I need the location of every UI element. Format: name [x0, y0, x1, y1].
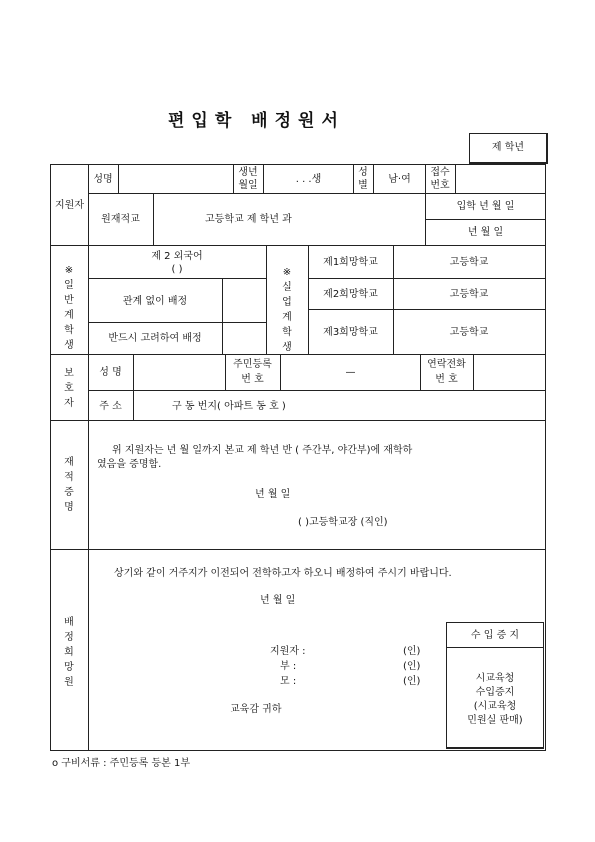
- guardian-phone-label-line2: 번 호: [435, 374, 458, 385]
- required-documents-note: o 구비서류 : 주민등록 등본 1부: [52, 758, 191, 769]
- signer-mother-role: 모 :: [280, 676, 297, 687]
- enrollment-text-line1: 위 지원자는 년 월 일까지 본교 제 학년 반 ( 주간부, 야간부)에 재학하: [112, 445, 413, 456]
- guardian-id-label-line1: 주민등록: [233, 359, 272, 370]
- receipt-label-line2: 번호: [430, 180, 450, 191]
- second-language-field[interactable]: ( ): [171, 264, 183, 275]
- choice2-field[interactable]: 고등학교: [449, 289, 489, 300]
- choice3-field[interactable]: 고등학교: [449, 327, 489, 338]
- original-school-field[interactable]: 고등학교 제 학년 과: [205, 214, 292, 225]
- signer-applicant-role: 지원자 :: [270, 646, 306, 657]
- vocational-section-label: ※실업계학생: [282, 267, 292, 353]
- birth-label-line1: 생년: [238, 167, 258, 178]
- guardian-name-label: 성 명: [99, 367, 122, 378]
- guardian-address-field[interactable]: 구 동 번지( 아파트 동 호 ): [172, 401, 286, 412]
- choice3-label: 제3희망학교: [323, 327, 378, 338]
- choice1-field[interactable]: 고등학교: [449, 257, 489, 268]
- choice1-label: 제1희망학교: [323, 257, 378, 268]
- choice2-label: 제2희망학교: [323, 289, 378, 300]
- receipt-label-line1: 접수: [430, 167, 450, 178]
- admission-date-label: 입학 년 월 일: [456, 201, 515, 212]
- enrollment-principal: ( )고등학교장 (직인): [298, 517, 388, 528]
- request-text: 상기와 같이 거주지가 이전되어 전학하고자 하오니 배정하여 주시기 바랍니다.: [114, 568, 452, 579]
- birth-date-field[interactable]: . . .생: [295, 174, 322, 185]
- guardian-phone-field[interactable]: [474, 355, 544, 389]
- signer-father-role: 부 :: [280, 661, 297, 672]
- sex-label-line2: 별: [358, 180, 368, 191]
- applicant-name-field[interactable]: [119, 165, 232, 192]
- signer-father-seal[interactable]: (인): [403, 661, 421, 672]
- revenue-stamp-line3: (시교육청: [473, 701, 517, 712]
- guardian-name-field[interactable]: [134, 355, 224, 389]
- revenue-stamp-title: 수 입 증 지: [470, 630, 520, 641]
- grade-box-label: 제 학년: [491, 142, 525, 153]
- no-regard-label: 관계 없이 배정: [122, 296, 188, 307]
- no-regard-checkbox[interactable]: [223, 279, 265, 321]
- birth-label-line2: 월일: [238, 180, 258, 191]
- second-language-label: 제 2 외국어: [151, 251, 203, 262]
- enrollment-text-line2: 였음을 증명함.: [97, 459, 162, 470]
- guardian-phone-label-line1: 연락전화: [427, 359, 466, 370]
- original-school-label: 원재적교: [101, 214, 140, 225]
- sex-label-line1: 성: [358, 167, 368, 178]
- guardian-address-label: 주 소: [99, 401, 122, 412]
- request-date[interactable]: 년 월 일: [260, 595, 296, 606]
- must-regard-checkbox[interactable]: [223, 323, 265, 353]
- revenue-stamp-line4: 민원실 판매): [467, 715, 523, 726]
- signer-mother-seal[interactable]: (인): [403, 676, 421, 687]
- enrollment-section-label: 재적증명: [64, 457, 74, 513]
- receipt-number-field[interactable]: [456, 165, 544, 192]
- form-title: 편입학 배정원서: [168, 111, 345, 131]
- applicant-section-label: 지원자: [55, 200, 84, 211]
- admission-date-field[interactable]: 년 월 일: [467, 227, 504, 238]
- guardian-section-label: 보호자: [64, 368, 74, 409]
- revenue-stamp-line1: 시교육청: [475, 673, 515, 684]
- request-section-label: 배정희망원: [64, 617, 74, 688]
- must-regard-label: 반드시 고려하여 배정: [108, 333, 202, 344]
- general-section-label: ※일반계학생: [64, 265, 74, 351]
- revenue-stamp-line2: 수입증지: [475, 687, 515, 698]
- sex-options[interactable]: 남·여: [388, 174, 411, 185]
- signer-applicant-seal[interactable]: (인): [403, 646, 421, 657]
- guardian-id-label-line2: 번 호: [241, 374, 264, 385]
- enrollment-date[interactable]: 년 월 일: [255, 489, 291, 500]
- addressee: 교육감 귀하: [230, 704, 282, 715]
- guardian-id-field[interactable]: —: [345, 367, 356, 378]
- applicant-name-label: 성명: [93, 174, 113, 185]
